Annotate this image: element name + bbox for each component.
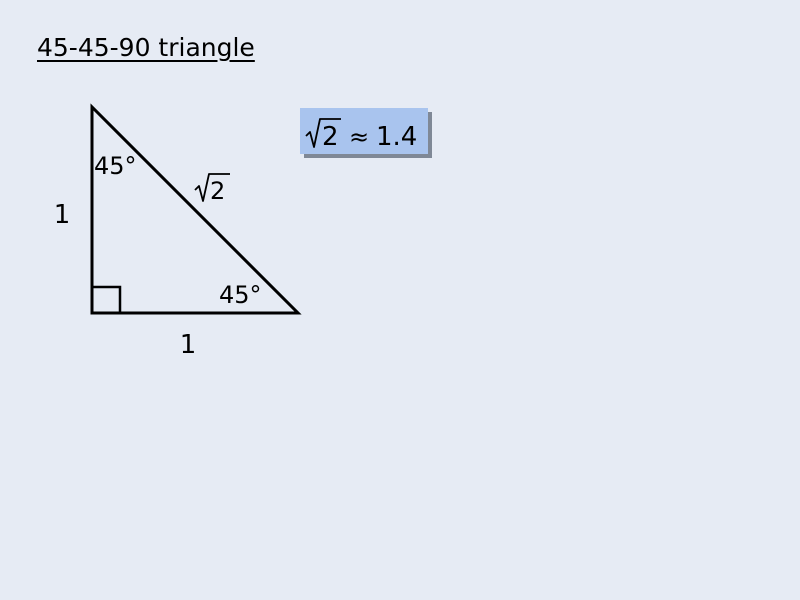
leg-vertical-label: 1 xyxy=(53,200,71,230)
right-angle-marker xyxy=(92,287,120,313)
sqrt-approximation-note xyxy=(300,108,432,158)
hypotenuse-label xyxy=(195,174,230,205)
hypotenuse-radicand: 2 xyxy=(210,177,226,205)
page-title: 45-45-90 triangle xyxy=(37,33,255,62)
note-value: 1.4 xyxy=(376,122,418,152)
leg-horizontal-label: 1 xyxy=(179,330,197,360)
note-radicand: 2 xyxy=(322,122,339,152)
triangle-outline xyxy=(92,107,298,313)
note-approx-symbol: ≈ xyxy=(349,123,370,151)
bottom-angle-label: 45° xyxy=(219,281,262,309)
top-angle-label: 45° xyxy=(94,152,137,180)
